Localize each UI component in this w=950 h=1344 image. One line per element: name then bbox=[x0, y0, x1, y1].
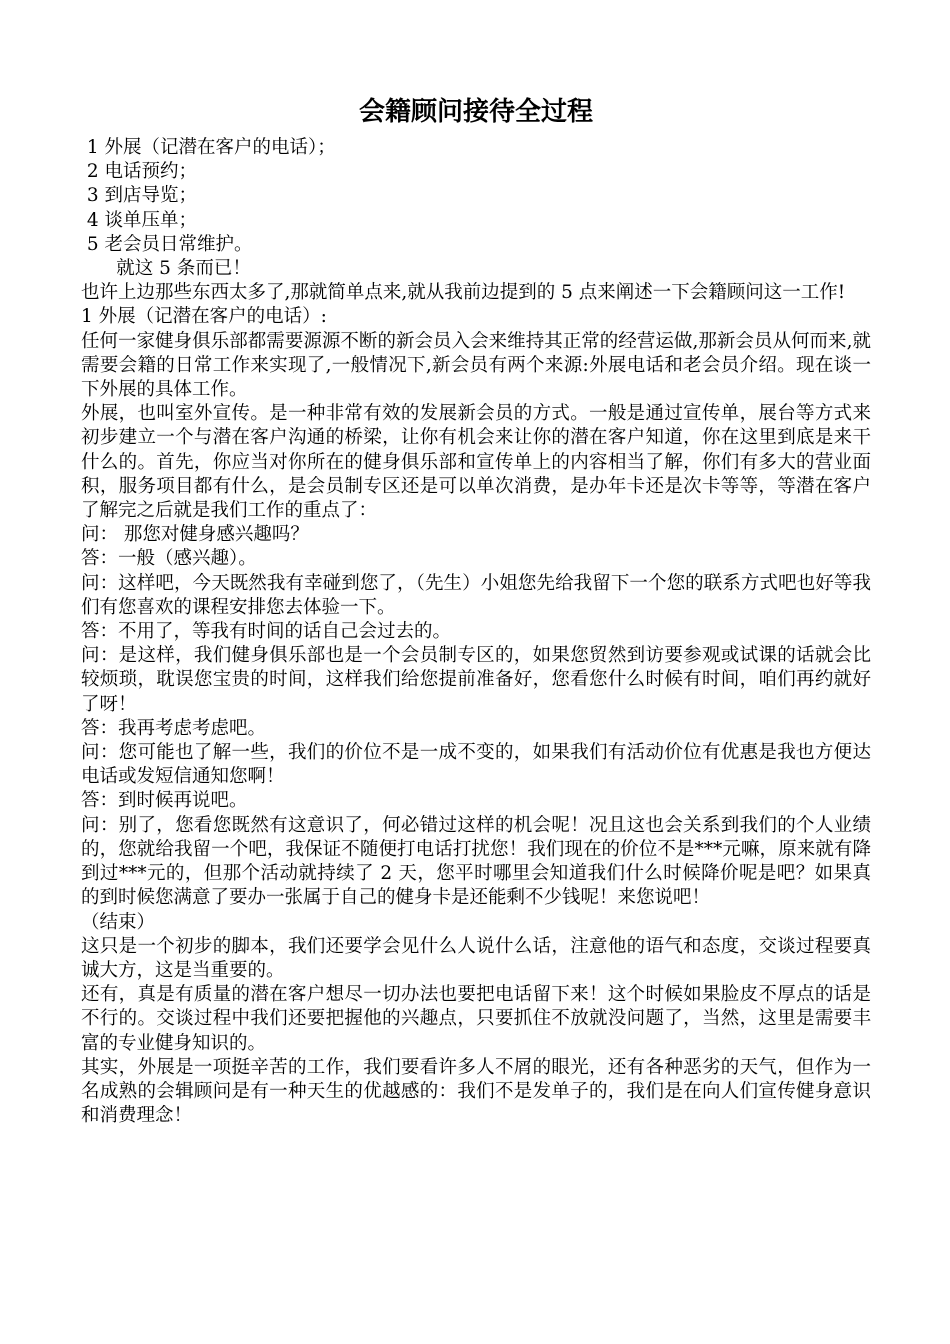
step-item: 1 外展（记潜在客户的电话）； bbox=[81, 137, 336, 158]
dialogue-question: 问：别了，您看您既然有这意识了，何必错过这样的机会呢！况且这也会关系到我们的个人业绩的，您就给我留一个吧，我保证不随便打电话打扰您！我们现在的价位不是***元嘛，原来就有降到过***元的，但那个活动就持续了 2 天，您平时哪里会知道我们什么时候降价呢是吧？如果真的到时候您满意了要办一张属于自己的健身卡是还能剩不少钱呢！来您说吧！ bbox=[81, 814, 871, 909]
dialogue-question: 问：您可能也了解一些，我们的价位不是一成不变的，如果我们有活动价位有优惠是我也方便达电话或发短信通知您啊！ bbox=[81, 742, 871, 788]
dialogue-question: 问： 那您对健身感兴趣吗？ bbox=[81, 524, 309, 546]
dialogue-answer: 答：到时候再说吧。 bbox=[81, 790, 248, 812]
document-title: 会籍顾问接待全过程 bbox=[358, 97, 593, 127]
dialogue-answer: 答：不用了，等我有时间的话自己会过去的。 bbox=[81, 621, 452, 643]
paragraph: 其实，外展是一项挺辛苦的工作，我们要看许多人不屑的眼光，还有各种恶劣的天气，但作为一名成熟的会辑顾问是有一种天生的优越感的：我们不是发单子的，我们是在向人们宣传健身意识和消费理念！ bbox=[81, 1056, 871, 1127]
dialogue-end: （结束） bbox=[81, 911, 156, 933]
dialogue-question: 问：这样吧，今天既然我有幸碰到您了，（先生）小姐您先给我留下一个您的联系方式吧也好等我们有您喜欢的课程安排您去体验一下。 bbox=[81, 572, 871, 618]
step-item: 5 老会员日常维护。 bbox=[81, 233, 253, 255]
step-summary: 就这 5 条而已！ bbox=[81, 258, 251, 280]
paragraph: 这只是一个初步的脚本，我们还要学会见什么人说什么话，注意他的语气和态度，交谈过程要真诚大方，这是当重要的。 bbox=[81, 935, 871, 981]
step-item: 3 到店导览； bbox=[81, 185, 198, 207]
dialogue-answer: 答：一般（感兴趣）。 bbox=[81, 548, 257, 570]
step-list bbox=[81, 136, 871, 281]
body-text bbox=[81, 281, 871, 1128]
step-item: 2 电话预约； bbox=[81, 161, 198, 183]
dialogue-answer: 答：我再考虑考虑吧。 bbox=[81, 717, 267, 739]
paragraph: 任何一家健身俱乐部都需要源源不断的新会员入会来维持其正常的经营运做,那新会员从何而来,就需要会籍的日常工作来实现了,一般情况下,新会员有两个来源:外展电话和老会员介绍。现在谈一下外展的具体工作。 bbox=[81, 330, 871, 401]
paragraph: 也许上边那些东西太多了,那就简单点来,就从我前边提到的 5 点来阐述一下会籍顾问这一工作! bbox=[81, 282, 846, 304]
paragraph: 外展，也叫室外宣传。是一种非常有效的发展新会员的方式。一般是通过宣传单，展台等方式来初步建立一个与潜在客户沟通的桥梁，让你有机会来让你的潜在客户知道，你在这里到底是来干什么的。首先，你应当对你所在的健身俱乐部和宣传单上的内容相当了解，你们有多大的营业面积，服务项目都有什么，是会员制专区还是可以单次消费，是办年卡还是次卡等等，等潜在客户了解完之后就是我们工作的重点了： bbox=[81, 403, 871, 522]
document-page bbox=[81, 92, 871, 1128]
step-item: 4 谈单压单； bbox=[81, 209, 198, 231]
paragraph: 还有，真是有质量的潜在客户想尽一切办法也要把电话留下来！这个时候如果脸皮不厚点的话是不行的。交谈过程中我们还要把握他的兴趣点，只要抓住不放就没问题了，当然，这里是需要丰富的专业健身知识的。 bbox=[81, 984, 871, 1054]
dialogue-question: 问：是这样，我们健身俱乐部也是一个会员制专区的，如果您贸然到访要参观或试课的话就会比较烦琐，耽误您宝贵的时间，这样我们给您提前准备好，您看您什么时候有时间，咱们再约就好了呀！ bbox=[81, 645, 871, 715]
section-heading: 1 外展（记潜在客户的电话）: bbox=[81, 306, 327, 328]
